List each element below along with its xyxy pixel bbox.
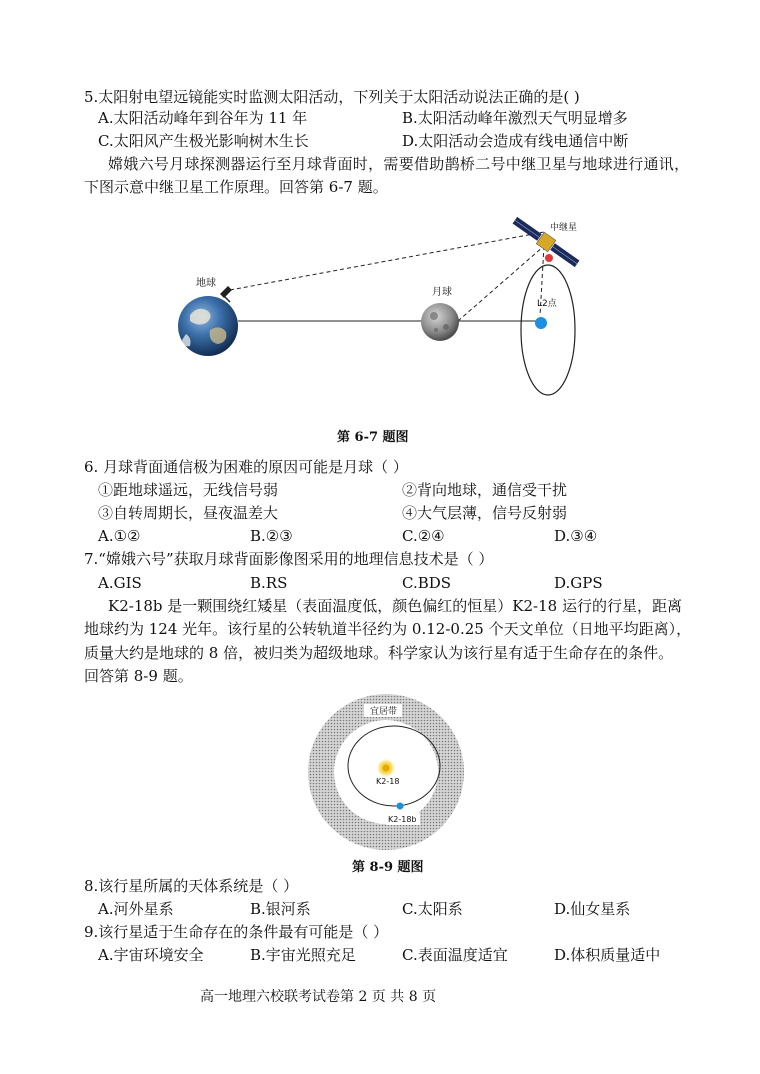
q9-stem: 9.该行星适于生命存在的条件最有可能是（ ） [84, 923, 389, 941]
l2-point-icon [535, 317, 547, 329]
intro89-line2: 地球约为 124 光年。该行星的公转轨道半径约为 0.12-0.25 个天文单位（日地平均距离）， [84, 620, 692, 638]
q9-option-c: C.表面温度适宜 [402, 946, 508, 964]
planet-label: K2-18b [388, 815, 417, 824]
q6-option-d: D.③④ [554, 527, 598, 545]
q6-item-2: ②背向地球，通信受干扰 [402, 481, 568, 499]
q6-item-3: ③自转周期长，昼夜温差大 [98, 504, 279, 522]
q6-option-b: B.②③ [250, 527, 293, 545]
q9-option-b: B.宇宙光照充足 [250, 946, 356, 964]
q7-option-b: B.RS [250, 574, 288, 592]
q6-stem: 6. 月球背面通信极为困难的原因可能是月球（ ） [84, 458, 408, 476]
planet-icon [397, 803, 404, 810]
intro67-line2: 下图示意中继卫星工作原理。回答第 6-7 题。 [84, 178, 388, 196]
q7-stem: 7.“嫦娥六号”获取月球背面影像图采用的地理信息技术是（ ） [84, 550, 494, 568]
earth-icon [178, 296, 238, 356]
q6-option-a: A.①② [98, 527, 141, 545]
intro89-line1: K2-18b 是一颗围绕红矮星（表面温度低，颜色偏红的恒星）K2-18 运行的行星，距离 [108, 597, 682, 615]
q6-item-1: ①距地球遥远，无线信号弱 [98, 481, 279, 499]
l2-orbit [521, 265, 575, 395]
habitable-zone-label: 宜居带 [370, 707, 398, 717]
moon-icon [421, 303, 459, 341]
q8-option-d: D.仙女星系 [554, 900, 631, 918]
q9-option-d: D.体积质量适中 [554, 946, 661, 964]
q5-option-a: A.太阳活动峰年到谷年为 11 年 [98, 109, 308, 127]
q8-stem: 8.该行星所属的天体系统是（ ） [84, 877, 299, 895]
q7-option-c: C.BDS [402, 574, 452, 592]
habitable-zone-diagram [300, 692, 470, 852]
figure1-caption: 第 6-7 题图 [337, 430, 409, 445]
q7-option-a: A.GIS [98, 574, 142, 592]
q8-option-c: C.太阳系 [402, 900, 463, 918]
q5-option-c: C.太阳风产生极光影响树木生长 [98, 132, 309, 150]
q8-option-a: A.河外星系 [98, 900, 174, 918]
q8-option-b: B.银河系 [250, 900, 311, 918]
q5-option-d: D.太阳活动会造成有线电通信中断 [402, 132, 629, 150]
figure2-caption: 第 8-9 题图 [352, 860, 424, 875]
relay-label: 中继星 [550, 223, 578, 233]
q7-option-d: D.GPS [554, 574, 603, 592]
star-label: K2-18 [376, 777, 400, 786]
relay-satellite-diagram [160, 210, 610, 410]
intro89-line3: 质量大约是地球的 8 倍，被归类为超级地球。科学家认为该行星有适于生命存在的条件。 [84, 644, 674, 662]
earth-label: 地球 [196, 278, 216, 289]
intro89-line4: 回答第 8-9 题。 [84, 667, 193, 685]
l2-label: L2点 [537, 299, 557, 309]
q6-item-4: ④大气层薄，信号反射弱 [402, 504, 568, 522]
q6-option-c: C.②④ [402, 527, 445, 545]
intro67-line1: 嫦娥六号月球探测器运行至月球背面时，需要借助鹊桥二号中继卫星与地球进行通讯， [108, 155, 690, 173]
moon-label: 月球 [432, 287, 452, 298]
q5-stem: 5.太阳射电望远镜能实时监测太阳活动，下列关于太阳活动说法正确的是( ) [84, 88, 580, 106]
q9-option-a: A.宇宙环境安全 [98, 946, 204, 964]
page-footer: 高一地理六校联考试卷第 2 页 共 8 页 [200, 989, 437, 1005]
q5-option-b: B.太阳活动峰年激烈天气明显增多 [402, 109, 628, 127]
